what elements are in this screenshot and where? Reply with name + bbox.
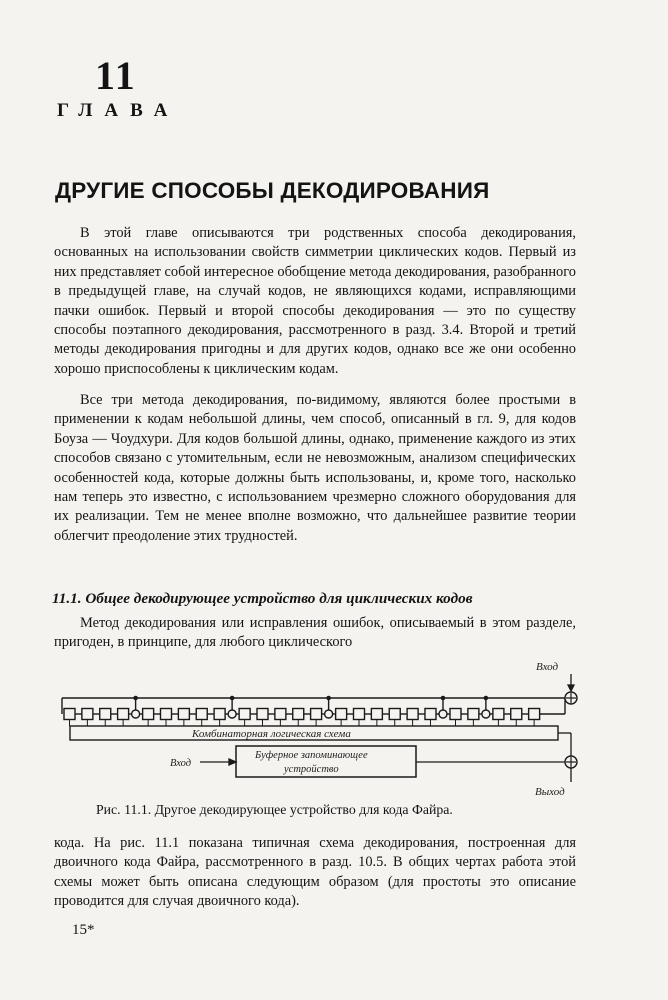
left-input-label: Вход — [170, 758, 192, 769]
register-cell — [425, 709, 436, 720]
register-cell — [196, 709, 207, 720]
section-paragraph-1: Метод декодирования или исправления ошибок, описываемый в этом разделе, пригоден, в принципе, для любого циклического — [54, 615, 576, 651]
section-paragraph-2: кода. На рис. 11.1 показана типичная схема декодирования, построенная для двоичного кода Файра, рассмотренного в разд. 10.5. В общих чертах работа этой схемы может быть описана следующим образом (для простоты это описание проводится для случая двоичного кода). — [54, 835, 576, 910]
register-cell — [389, 709, 400, 720]
feedback-adder — [228, 710, 236, 718]
input-wire — [568, 674, 574, 691]
buffer-label-line1: Буферное запоминающее — [255, 750, 368, 761]
section-heading: 11.1. Общее декодирующее устройство для циклических кодов — [52, 590, 473, 607]
feedback-adder — [439, 710, 447, 718]
feedback-adder — [132, 710, 140, 718]
register-cell — [178, 709, 189, 720]
register-cell — [275, 709, 286, 720]
register-cell — [257, 709, 268, 720]
top-input-label: Вход — [536, 661, 559, 673]
register-cell — [353, 709, 364, 720]
register-cell — [214, 709, 225, 720]
page-number: 15* — [72, 922, 95, 938]
chapter-title: ДРУГИЕ СПОСОБЫ ДЕКОДИРОВАНИЯ — [55, 178, 490, 203]
intro-paragraph-2: Все три метода декодирования, по-видимому, являются более простыми в применении к кодам небольшой длины, чем способ, описанный в гл. 9, для кодов Боуза — Чоудхури. Для кодов большой длины, однако, применение каждого из этих способов связано с утомительным, если не невозможным, анализом специфических особенностей кода, которые должны быть использованы, и, кроме того, насколько нам теперь это известно, с использованием чрезмерно сложного оборудования для их реализации. Тем не менее вполне возможно, что дальнейшее развитие теории облегчит преодоление этих трудностей. — [54, 392, 576, 544]
register-cell — [311, 709, 322, 720]
register-cell — [529, 709, 540, 720]
register-cell — [160, 709, 171, 720]
decoder-circuit-figure — [50, 658, 590, 800]
logic-block-label: Комбинаторная логическая схема — [192, 728, 351, 740]
register-cell — [371, 709, 382, 720]
register-cell — [143, 709, 154, 720]
register-cell — [336, 709, 347, 720]
buffer-label-line2: устройство — [284, 764, 339, 775]
intro-paragraph-1: В этой главе описываются три родственных способа декодирования, основанных на использовании свойств симметрии циклических кодов. Первый из них представляет собой интересное обобщение метода декодирования, разобранного в предыдущей главе, на случай кодов, не являющихся кодами, исправляющими пачки ошибок. Первый и второй способы декодирования — это по существу способы поэтапного декодирования, рассмотренного в разд. 3.4. Второй и третий методы декодирования пригодны и для других кодов, однако все же они особенно хорошо приспособлены к циклическим кодам. — [54, 225, 576, 377]
chapter-label: ГЛАВА — [57, 100, 180, 121]
register-cell — [100, 709, 111, 720]
output-label: Выход — [535, 786, 565, 798]
register-cell — [118, 709, 129, 720]
register-cell — [511, 709, 522, 720]
feedback-adder — [325, 710, 333, 718]
figure-caption: Рис. 11.1. Другое декодирующее устройство для кода Файра. — [96, 802, 453, 817]
feedback-adder — [482, 710, 490, 718]
chapter-number: 11 — [95, 53, 137, 98]
shift-register — [64, 696, 565, 726]
register-cell — [493, 709, 504, 720]
register-cell — [239, 709, 250, 720]
register-cell — [82, 709, 93, 720]
register-cell — [293, 709, 304, 720]
register-cell — [468, 709, 479, 720]
register-cell — [407, 709, 418, 720]
register-cell — [450, 709, 461, 720]
register-cell — [64, 709, 75, 720]
